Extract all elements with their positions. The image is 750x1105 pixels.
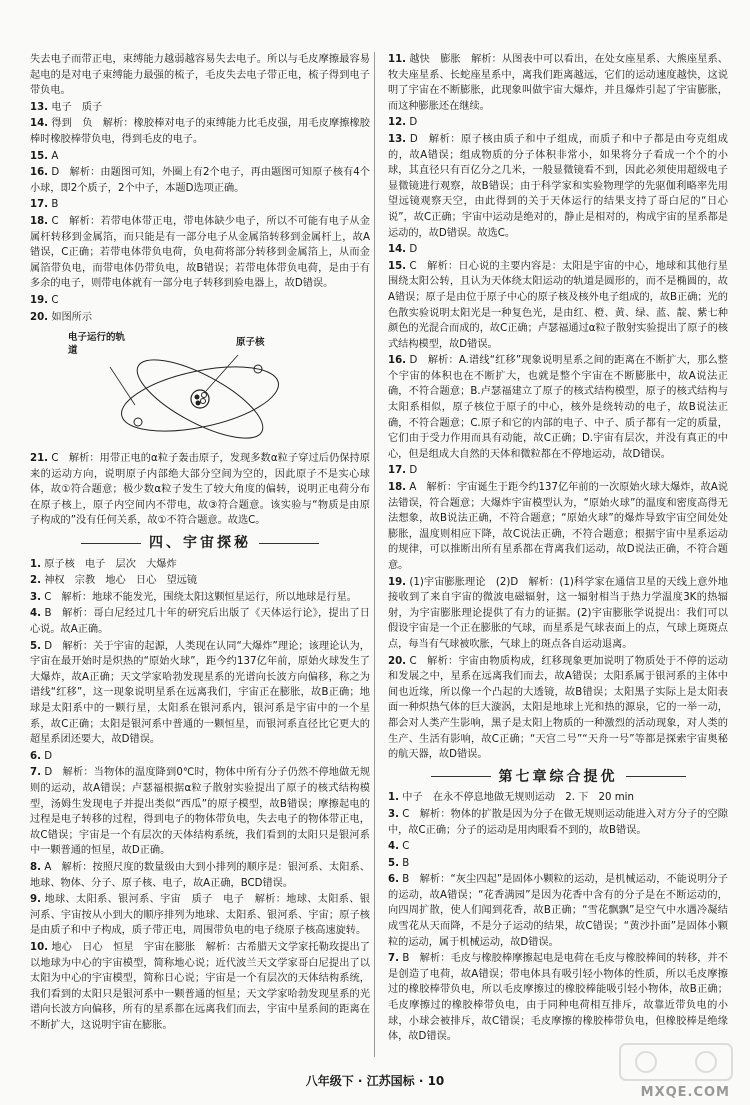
answer-entry xyxy=(30,765,370,859)
answer-entry xyxy=(388,463,728,479)
answer-entry xyxy=(388,807,728,838)
answer-entry xyxy=(388,654,728,763)
answer-entry xyxy=(388,575,728,653)
answer-entry xyxy=(388,856,728,872)
entry-number: 9. xyxy=(30,894,41,906)
answer-entry xyxy=(30,293,370,309)
entry-text: 得到 负 解析：橡胶棒对电子的束缚能力比毛皮强，用毛皮摩擦橡胶棒时橡胶棒带负电，得到毛皮的电子。 xyxy=(30,118,370,145)
entry-text: 失去电子而带正电，束缚能力越弱越容易失去电子。所以与毛皮摩擦最容易起电的是对电子束缚能力最强的梳子，毛皮失去电子带正电，梳子得到电子带负电。 xyxy=(30,54,370,97)
entry-text: D 解析：原子核由质子和中子组成，而质子和中子都是由夸克组成的，故A错误；组成物质的分子体积非常小，如果将分子看成一个个的小球，其直径只有百亿分之几米，一般显微镜看不到，因此必须使用超级电子显微镜进行观察，故B错误；由于科学家和实验物理学的先驱伽利略率先用望远镜观察天空，由此得到的关于天体运行的结果支持了哥白尼的“日心说”，故C正确；宇宙中运动是绝对的，静止是相对的，构成宇宙的星系都是运动的，故D错误。故选C。 xyxy=(388,133,728,239)
entry-text: D 解析：由题图可知，外圈上有2个电子，再由题图可知原子核有4个小球，即2个质子，2个中子，本题D选项正确。 xyxy=(30,167,370,194)
entry-text: B 解析：“灰尘四起”是固体小颗粒的运动，是机械运动，不能说明分子的运动，故A错误；“花香满园”是因为花香中含有的分子是在不断运动的，向四周扩散，使人们闻到花香，故B正确；“雪花飘飘”是空气中水遇冷凝结成雪花从天而降，不是分子运动的结果，故C错误；“黄沙扑面”是固体小颗粒的运动，属于机械运动，故D错误。 xyxy=(388,874,728,948)
entry-number: 18. xyxy=(388,482,407,494)
entry-text: 原子核 电子 层次 大爆炸 xyxy=(44,558,177,570)
orbit-label: 电子运行的轨道 xyxy=(68,332,126,357)
entry-number: 21. xyxy=(30,453,49,465)
entry-text: C xyxy=(402,841,410,853)
answer-entry xyxy=(30,606,370,637)
entry-number: 15. xyxy=(30,150,49,162)
answer-entry xyxy=(30,214,370,292)
entry-number: 13. xyxy=(30,101,49,113)
entry-text: C 解析：用带正电的α粒子轰击原子，发现多数α粒子穿过后仍保持原来的运动方向，说明原子内部绝大部分空间为空的，因此原子不是实心球体，故①符合题意；极少数α粒子发生了较大角度的偏转，说明正电荷分布在原子核上，原子内空间内不带电，故③符合题意。该实验与“物质是由原子构成的”没有任何关系，故①不符合题意。故选C。 xyxy=(30,453,370,527)
answer-entry xyxy=(30,573,370,589)
entry-number: 15. xyxy=(388,260,407,272)
entry-number: 14. xyxy=(388,244,407,256)
entry-number: 1. xyxy=(388,792,399,804)
answer-entry xyxy=(388,872,728,950)
entry-number: 12. xyxy=(388,117,407,129)
entry-number: 8. xyxy=(30,861,41,873)
entry-text: A xyxy=(51,150,59,162)
entry-text: B 解析：毛皮与橡胶棒摩擦起电是电荷在毛皮与橡胶棒间的转移，并不是创造了电荷，故A错误；带电体具有吸引轻小物体的性质，所以毛皮摩擦过的橡胶棒带负电，所以毛皮摩擦过的橡胶棒能吸引轻小物体，故B正确；毛皮摩擦过的橡胶棒带负电，由于同种电荷相互排斥，故靠近带负电的小球，小球会被排斥，故C错误；毛皮摩擦的橡胶棒带负电，但橡胶棒是绝缘体，故D错误。 xyxy=(388,953,728,1043)
answer-entry xyxy=(388,353,728,462)
left-entries-bottom xyxy=(30,557,370,1034)
answer-entry xyxy=(30,310,370,326)
left-entries-mid xyxy=(30,451,370,529)
entry-text: A 解析：宇宙诞生于距今约137亿年前的一次原始火球大爆炸，故A说法错误，符合题意；大爆炸宇宙模型认为，“原始火球”的温度和密度高得无法想象，故B说法正确，不符合题意；“原始火球”的爆炸导致宇宙空间处处膨胀，温度则相应下降，故C说法正确，不符合题意；根据宇宙中星系运动的规律，可以推断出所有星系都在背离我们运动，故D说法正确，不符合题意。 xyxy=(388,482,728,571)
answer-entry xyxy=(388,259,728,353)
entry-text: C xyxy=(51,294,59,306)
entry-number: 10. xyxy=(30,941,49,953)
watermark-text: MXQE.COM xyxy=(640,1085,730,1100)
answer-entry xyxy=(30,197,370,213)
entry-text: D 解析：当物体的温度降到0℃时，物体中所有分子仍然不停地做无规则的运动，故A错误；卢瑟福根据α粒子散射实验提出了原子的核式结构模型，汤姆生发现电子并提出类似“西瓜”的原子模型，故B错误；摩擦起电的过程是电子转移的过程，得到电子的物体带负电，失去电子的物体带正电，故C错误；宇宙是一个有层次的天体结构系统，我们看到的太阳只是银河系中一颗普通的恒星，故D正确。 xyxy=(30,767,370,857)
atom-diagram xyxy=(50,327,350,447)
entry-text: 如图所示 xyxy=(51,311,93,323)
entry-number: 3. xyxy=(30,591,41,603)
answer-entry xyxy=(30,557,370,573)
entry-number: 16. xyxy=(388,355,407,367)
entry-text: B xyxy=(402,857,410,869)
entry-number: 20. xyxy=(388,655,407,667)
right-entries-bottom xyxy=(388,790,728,1045)
entry-number: 2. xyxy=(30,575,41,587)
answer-entry xyxy=(388,839,728,855)
entry-text: C 解析：地球不能发光，围绕太阳这颗恒星运行，所以地球是行星。 xyxy=(44,591,357,603)
answer-entry xyxy=(30,149,370,165)
entry-number: 17. xyxy=(388,465,407,477)
answer-entry xyxy=(388,951,728,1045)
answer-entry xyxy=(30,892,370,939)
entry-number: 13. xyxy=(388,133,407,145)
entry-text: B 解析：哥白尼经过几十年的研究后出版了《天体运行论》，提出了日心说。故A正确。 xyxy=(30,608,370,636)
right-column xyxy=(388,52,728,1046)
entry-text: C 解析：日心说的主要内容是：太阳是宇宙的中心，地球和其他行星围绕太阳公转，且认为天体绕太阳运动的轨道是圆形的，而不是椭圆的，故A错误；原子是由位于原子中心的原子核及核外电子组成的，故B正确；光的色散实验说明太阳光是一种复色光，是由红、橙、黄、绿、蓝、靛、紫七种颜色的光混合而成的，故C正确；卢瑟福通过α粒子散射实验提出了原子的核式结构模型，故D错误。 xyxy=(388,260,728,350)
entry-text: 地心 日心 恒星 宇宙在膨胀 解析：古希腊天文学家托勒玫提出了以地球为中心的宇宙模型，简称地心说；近代波兰天文学家哥白尼提出了以太阳为中心的宇宙模型，简称日心说；宇宙是一个有层次的天体结构系统，我们看到的太阳只是银河系中一颗普通的恒星；天文学家哈勃发现星系的光谱向长波方向偏移，所有的星系都在远离我们而去，宇宙中星系间的距离在不断扩大，这说明宇宙在膨胀。 xyxy=(30,941,370,1031)
answer-entry xyxy=(30,165,370,196)
entry-text: D xyxy=(44,750,53,762)
entry-number: 19. xyxy=(30,294,49,306)
answer-entry xyxy=(30,590,370,606)
entry-text: C 解析：物体的扩散是因为分子在做无规则运动能进入对方分子的空隙中，故C正确；分子的运动是用肉眼看不到的，故B错误。 xyxy=(388,808,728,836)
column-divider xyxy=(374,52,375,1057)
entry-text: 越快 膨胀 解析：从图表中可以看出，在处女座星系、大熊座星系、牧夫座星系、长蛇座星系中，离我们距离越远，它们的运动速度越快，这说明了宇宙在不断膨胀，此现象叫做宇宙大爆炸，并且爆炸引起了宇宙膨胀，而这种膨胀还在继续。 xyxy=(388,54,728,112)
entry-text: 神权 宗教 地心 日心 望远镜 xyxy=(44,575,198,587)
answer-entry xyxy=(388,480,728,574)
left-entries-top xyxy=(30,52,370,325)
page-footer: 八年级下 · 江苏国标 · 10 xyxy=(305,1074,445,1088)
answer-entry xyxy=(30,860,370,891)
left-column xyxy=(30,52,370,1034)
entry-number: 4. xyxy=(388,841,399,853)
entry-number: 11. xyxy=(388,54,407,65)
answer-entry xyxy=(30,100,370,116)
entry-text: D xyxy=(409,117,418,129)
entry-number: 6. xyxy=(30,750,41,762)
entry-number: 1. xyxy=(30,558,41,570)
entry-number: 6. xyxy=(388,874,399,886)
answer-entry xyxy=(30,940,370,1034)
entry-text: 中子 在永不停息地做无规则运动 2. 下 20 min xyxy=(402,792,634,804)
entry-number: 7. xyxy=(30,767,41,779)
entry-number: 16. xyxy=(30,167,49,179)
entry-number: 18. xyxy=(30,215,49,227)
section-title-universe: 四、宇宙探秘 xyxy=(30,536,370,552)
entry-text: D 解析：A.谱线“红移”现象说明星系之间的距离在不断扩大，那么整个宇宙的体积也在不断扩大，也就是整个宇宙在不断膨胀中，故A说法正确，不符合题意；B.卢瑟福建立了原子的核式结构模型，原子的核式结构与太阳系相似，原子核位于原子的中心，核外是绕转动的电子，故B说法正确，不符合题意；C.原子和它的内部的电子、中子、质子都有一定的质量，它们由于受力作用而具有动能，故C正确；D.宇宙有层次，并没有真正的中心，但是组成大自然的天体和微粒都在不停地运动，故D错误。 xyxy=(388,355,728,460)
answer-entry xyxy=(388,52,728,114)
entry-number: 19. xyxy=(388,576,407,588)
entry-number: 7. xyxy=(388,953,399,965)
entry-text: B xyxy=(51,199,59,211)
right-entries-top xyxy=(388,52,728,763)
answer-entry xyxy=(388,115,728,131)
entry-number: 17. xyxy=(30,199,49,211)
answer-entry xyxy=(388,242,728,258)
entry-text: (1)宇宙膨胀理论 (2)D 解析：(1)科学家在通信卫星的天线上意外地接收到了来自宇宙的微波电磁辐射，这一辐射相当于热力学温度3K的热辐射，为宇宙膨胀理论提供了有力的证据。(2)宇宙膨胀学说提出：我们可以假设宇宙是一个正在膨胀的气球，而星系是气球表面上的点，气球上斑斑点点，每当有气球被吹胀，气球上的斑点各自运动退离。 xyxy=(388,576,728,650)
entry-number: 14. xyxy=(30,118,49,130)
section-title-review: 第七章综合提优 xyxy=(388,770,728,786)
answer-entry xyxy=(388,132,728,241)
entry-number: 3. xyxy=(388,808,399,820)
answer-entry xyxy=(30,639,370,748)
answer-entry xyxy=(388,790,728,806)
entry-text: D 解析：关于宇宙的起源，人类现在认同“大爆炸”理论；该理论认为，宇宙在最开始时是炽热的“原始火球”，距今约137亿年前，原始火球发生了大爆炸，故A正确；天文学家哈勃发现星系的光谱向长波方向偏移，称之为谱线“红移”，这一现象说明星系在远离我们，宇宙正在膨胀，故B正确；地球是太阳系中的一颗行星，太阳系在银河系内，银河系是宇宙中的一个星系，故C正确；太阳是银河系中普通的一颗恒星，而银河系直径比它更大的超星系团还要大，故D错误。 xyxy=(30,640,370,746)
entry-text: C 解析：宇宙由物质构成，红移现象更加说明了物质处于不停的运动和发展之中，星系在远离我们而去，故A错误；太阳系属于银河系的主体中间也近缘，所以像一个凸起的大透镜，故B错误；太阳黑子实际上是太阳表面一种炽热气体的巨大漩涡，太阳是地球上光和热的源泉，它的一举一动，都会对人类产生影响，黑子是太阳上物质的一种激烈的活动现象，对人类的生产、生活有影响，故C正确；“天宫二号”“天舟一号”等都是探索宇宙奥秘的航天器，故D错误。 xyxy=(388,655,728,761)
entry-number: 5. xyxy=(30,640,41,652)
answer-entry xyxy=(30,451,370,529)
nucleus-label: 原子核 xyxy=(236,337,265,349)
entry-text: C 解析：若带电体带正电，带电体缺少电子，所以不可能有电子从金属杆转移到金属箔，而只能是有一部分电子从金属箔转移到金属杆上，故A错误，C正确；若带电体带负电荷，负电荷将部分转移到金属箔上，从而金属箔带负电，而带电体仍带负电，故B错误；若带电体带负电荷，是由于有多余的电子，则带电体就有一部分电子转移到验电器上，故D错误。 xyxy=(30,215,370,290)
entry-number: 5. xyxy=(388,857,399,869)
entry-number: 4. xyxy=(30,608,41,620)
entry-text: D xyxy=(409,465,418,477)
entry-text: D xyxy=(409,244,418,256)
answer-entry xyxy=(30,116,370,147)
answer-entry xyxy=(30,749,370,765)
entry-text: 地球、太阳系、银河系、宇宙 质子 电子 解析：地球、太阳系、银河系、宇宙按从小到大的顺序排列为地球、太阳系、银河系、宇宙；原子核是由质子和中子构成，质子带正电，周围带负电的电子绕原子核高速旋转。 xyxy=(30,894,370,937)
entry-text: 电子 质子 xyxy=(51,101,103,113)
entry-text: A 解析：按照尺度的数量级由大到小排列的顺序是：银河系、太阳系、地球、物体、分子、原子核、电子，故A正确，BCD错误。 xyxy=(30,861,370,889)
answer-entry xyxy=(30,52,370,99)
entry-number: 20. xyxy=(30,311,49,323)
